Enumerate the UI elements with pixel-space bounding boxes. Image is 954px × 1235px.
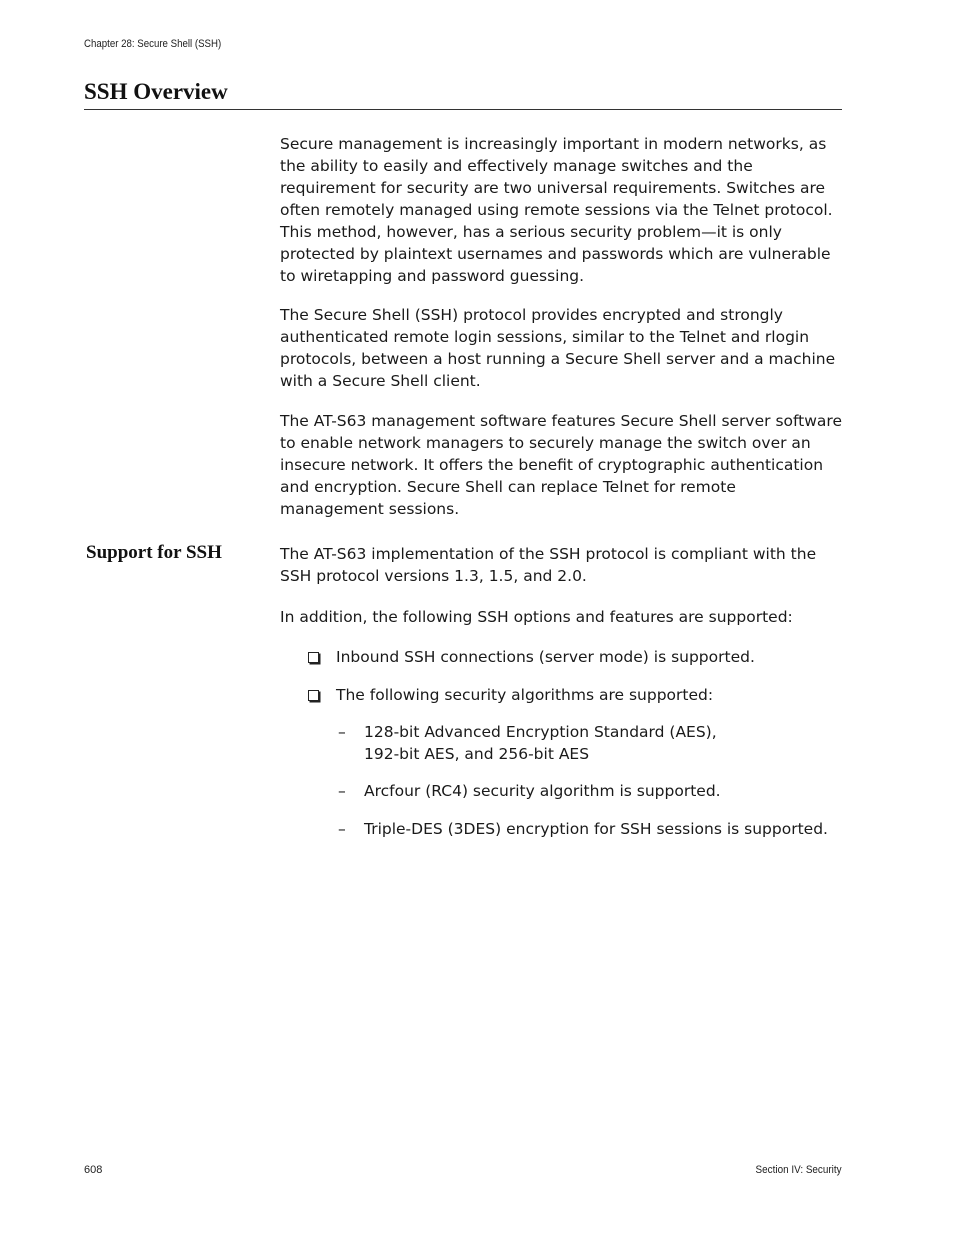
sub-list-item-text: Triple-DES (3DES) encryption for SSH sessions is supported. xyxy=(364,820,828,838)
sub-list-item-text: Arcfour (RC4) security algorithm is supported. xyxy=(364,782,721,800)
overview-paragraph-1 xyxy=(280,133,842,287)
dash-bullet: – xyxy=(338,782,346,800)
sub-list-item-text xyxy=(364,721,717,765)
running-header: Chapter 28: Secure Shell (SSH) xyxy=(84,38,222,50)
sub-list-item-line: 128-bit Advanced Encryption Standard (AES), xyxy=(364,723,717,741)
dash-bullet: – xyxy=(338,723,346,741)
checkbox-bullet-icon xyxy=(308,652,319,663)
overview-paragraph-2 xyxy=(280,304,842,392)
overview-paragraph-3 xyxy=(280,410,842,520)
paragraph-text: The AT-S63 management software features Secure Shell server software to enable network managers to securely manage the switch over an insecure network. It offers the benefit of cryptographic authentication and encryption. Secure Shell can replace Telnet for remote management sessions. xyxy=(280,412,843,518)
paragraph-text: In addition, the following SSH options and features are supported: xyxy=(280,608,793,626)
support-paragraph-1 xyxy=(280,543,842,587)
sub-list-item-line: 192-bit AES, and 256-bit AES xyxy=(364,745,590,763)
checkbox-bullet-icon xyxy=(308,690,319,701)
support-paragraph-2 xyxy=(280,606,842,628)
dash-bullet: – xyxy=(338,820,346,838)
list-item-text: The following security algorithms are supported: xyxy=(336,686,714,704)
paragraph-text: The AT-S63 implementation of the SSH protocol is compliant with the SSH protocol versions 1.3, 1.5, and 2.0. xyxy=(280,545,817,585)
support-heading: Support for SSH xyxy=(86,542,222,563)
page-number: 608 xyxy=(84,1164,103,1176)
paragraph-text: Secure management is increasingly important in modern networks, as the ability to easily and effectively manage switches and the requirement for security are two universal requirements. Switches are often remotely managed using remote sessions via the Telnet protocol. This method, however, has a serious security problem—it is only protected by plaintext usernames and passwords which are vulnerable to wiretapping and password guessing. xyxy=(280,135,833,285)
footer-section: Section IV: Security xyxy=(755,1164,842,1176)
title-rule xyxy=(84,109,842,110)
list-item-text: Inbound SSH connections (server mode) is supported. xyxy=(336,648,755,666)
paragraph-text: The Secure Shell (SSH) protocol provides encrypted and strongly authenticated remote login sessions, similar to the Telnet and rlogin protocols, between a host running a Secure Shell server and a machine with a Secure Shell client. xyxy=(280,306,836,390)
section-title: SSH Overview xyxy=(84,79,228,104)
